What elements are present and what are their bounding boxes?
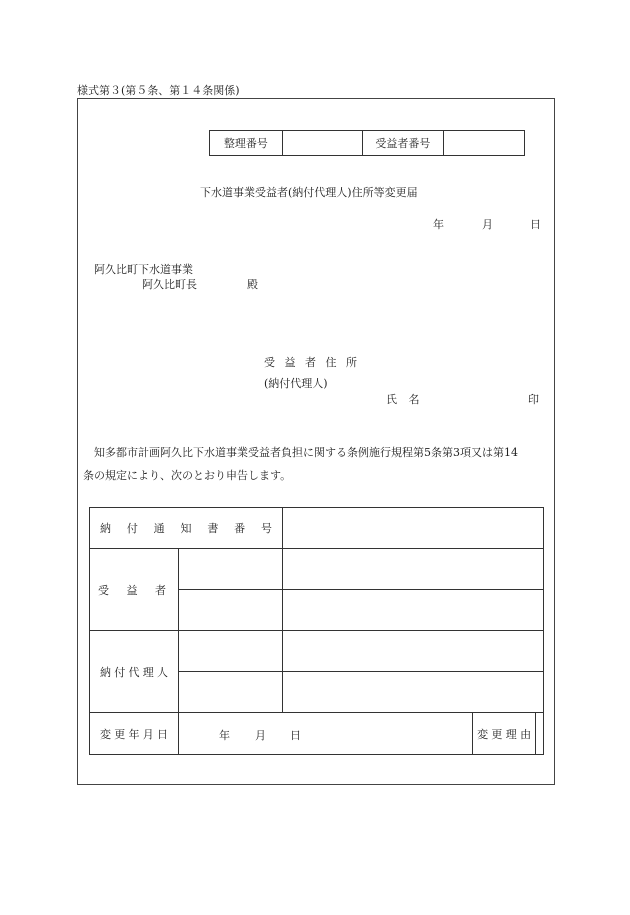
notice-number-label: 納付通知書番号 [90, 508, 283, 549]
beneficiary-new-field[interactable] [283, 590, 544, 631]
beneficiary-old-field[interactable] [283, 549, 544, 590]
addressee-organization: 阿久比町下水道事業 [94, 263, 193, 276]
form-title: 下水道事業受益者(納付代理人)住所等変更届 [200, 186, 418, 199]
seal-mark: 印 [528, 393, 539, 406]
reference-number-table [209, 130, 525, 156]
change-date-day: 日 [290, 729, 301, 742]
beneficiary-new-cell[interactable] [179, 590, 283, 631]
date-month-label: 月 [482, 218, 493, 231]
declaration-text-line1: 知多都市計画阿久比下水道事業受益者負担に関する条例施行規程第5条第3項又は第14 [94, 446, 518, 459]
change-date-field[interactable] [179, 713, 473, 755]
beneficiary-number-label: 受益者番号 [362, 131, 444, 156]
change-date-label: 変更年月日 [90, 713, 179, 755]
addressee-mayor: 阿久比町長 [142, 278, 197, 291]
agent-old-cell[interactable] [179, 631, 283, 672]
change-date-month: 月 [255, 729, 266, 742]
form-caption: 様式第３(第５条、第１４条関係) [77, 84, 240, 97]
beneficiary-label: 受益者 [90, 549, 179, 631]
beneficiary-address-label: 受 益 者 住 所 [264, 356, 360, 369]
reference-number-field[interactable] [282, 131, 362, 156]
change-date-year: 年 [219, 729, 230, 742]
agent-new-cell[interactable] [179, 672, 283, 713]
date-day-label: 日 [530, 218, 541, 231]
declaration-text-line2: 条の規定により、次のとおり申告します。 [83, 469, 292, 482]
beneficiary-number-field[interactable] [444, 131, 525, 156]
declaration-table [89, 507, 544, 755]
agent-old-field[interactable] [283, 631, 544, 672]
reference-number-label: 整理番号 [210, 131, 283, 156]
notice-number-field[interactable] [283, 508, 544, 549]
change-reason-label: 変更理由 [473, 713, 536, 755]
addressee-honorific: 殿 [247, 278, 258, 291]
agent-label: (納付代理人) [264, 377, 328, 390]
payment-agent-label: 納付代理人 [90, 631, 179, 713]
date-year-label: 年 [433, 218, 444, 231]
beneficiary-old-cell[interactable] [179, 549, 283, 590]
agent-new-field[interactable] [283, 672, 544, 713]
name-label: 氏 名 [386, 393, 424, 406]
change-reason-field[interactable] [536, 713, 544, 755]
